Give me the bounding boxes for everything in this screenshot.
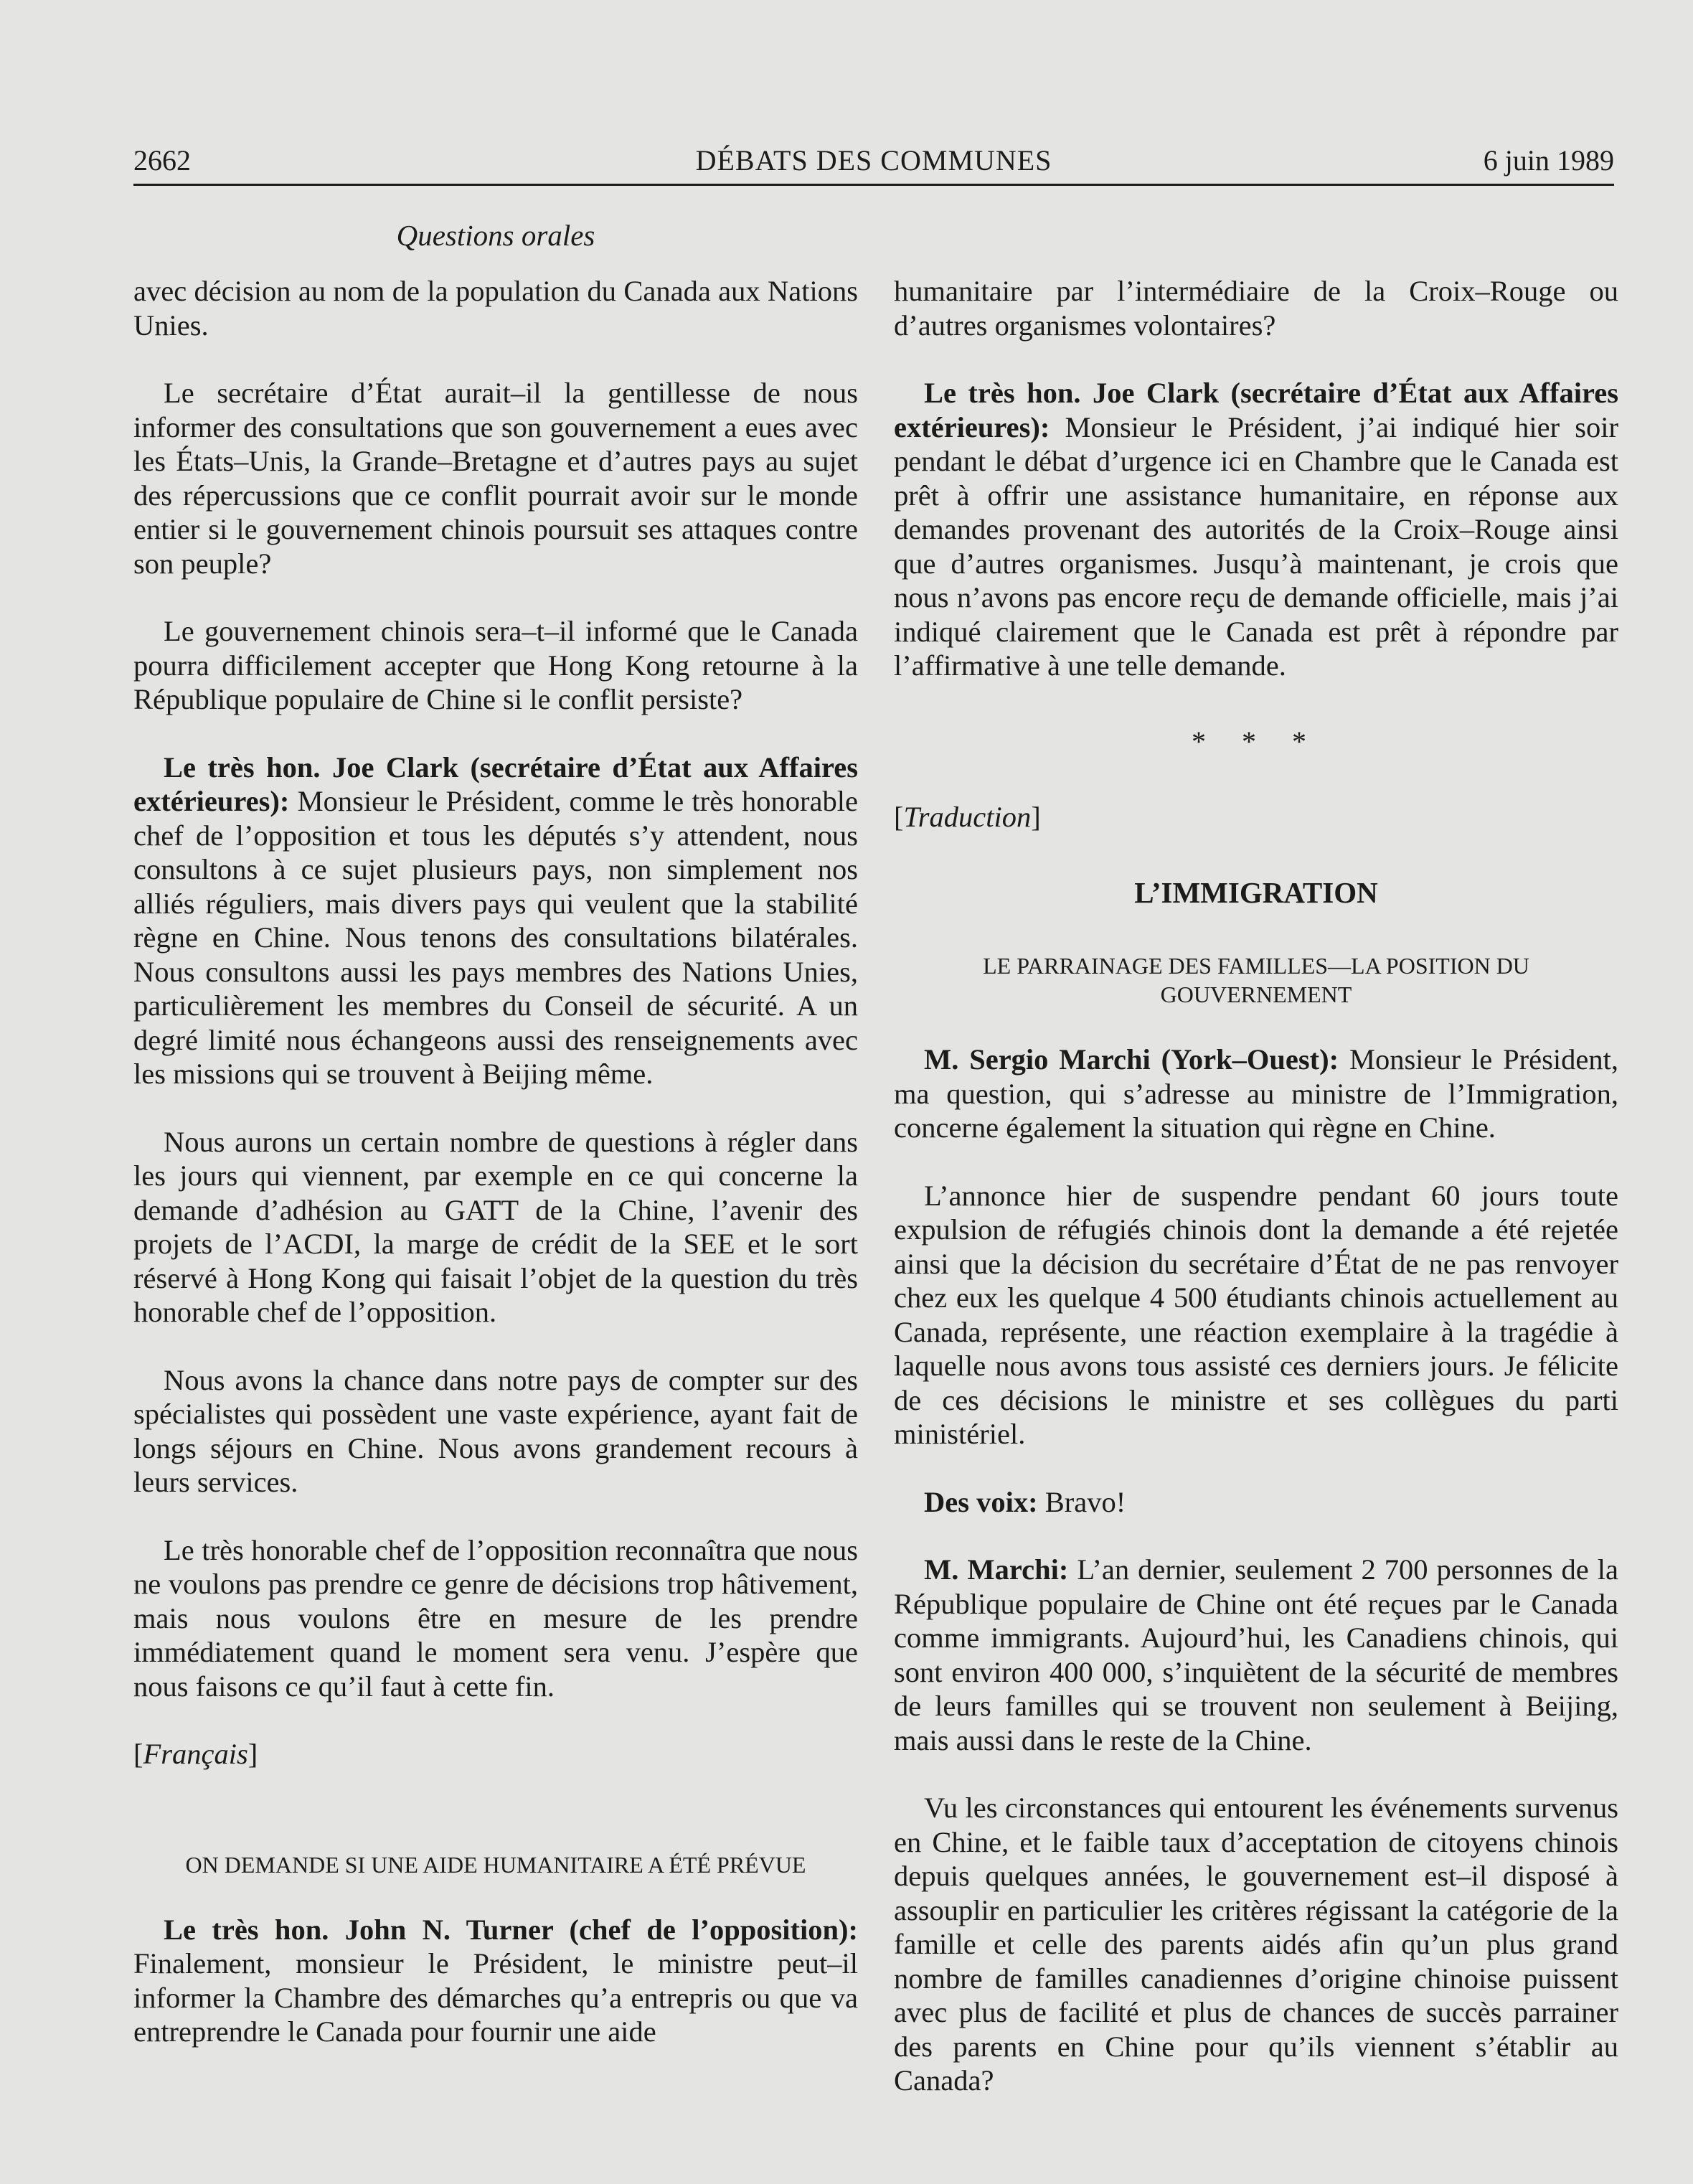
speech-text: Monsieur le Président, j’ai indiqué hier soir pendant le débat d’urgence ici en Chambre que le Canada est prêt à offrir une assistance humanitaire, en réponse aux demandes provenant des autorités de la Croix–Rouge ainsi que d’autres organismes. Jusqu’à maintenant, je crois que nous n’avons pas encore reçu de demande officielle, mais j’ai indiqué clairement que le Canada est prêt à répondre par l’affirmative à une telle demande.: [894, 410, 1618, 682]
paragraph: L’annonce hier de suspendre pendant 60 jours toute expulsion de réfugiés chinois dont la demande a été rejetée ainsi que la décision du secrétaire d’État de ne pas renvoyer chez eux les quelque 4 500 étudiants chinois actuellement au Canada, représente, une réaction exemplaire à la tragédie à laquelle nous avons tous assisté ces derniers jours. Je félicite de ces décisions le ministre et ses collègues du parti ministériel.: [894, 1179, 1618, 1450]
paragraph: Le très honorable chef de l’opposition reconnaîtra que nous ne voulons pas prendre ce genre de décisions trop hâtivement, mais nous voulons être en mesure de les prendre immédiatement quand le moment sera venu. J’espère que nous faisons ce qu’il faut à cette fin.: [133, 1533, 858, 1703]
right-column: [894, 274, 1618, 2132]
speaker-name: Des voix:: [924, 1485, 1038, 1518]
subheading: ON DEMANDE SI UNE AIDE HUMANITAIRE A ÉTÉ PRÉVUE: [185, 1851, 806, 1878]
speech-text: Monsieur le Président, comme le très honorable chef de l’opposition et tous les députés s’y attendent, nous consultons à ce sujet plusieurs pays, non simplement nos alliés réguliers, mais divers pays qui veulent que la stabilité règne en Chine. Nous tenons des consultations bilatérales. Nous consultons aussi les pays membres des Nations Unies, particulièrement les membres du Conseil de sécurité. A un degré limité nous échangeons aussi des renseignements avec les missions qui se trouvent à Beijing même.: [133, 785, 858, 1090]
speech-paragraph: [133, 750, 858, 1091]
speaker-name: M. Marchi:: [924, 1553, 1069, 1586]
speaker-name: M. Sergio Marchi (York–Ouest):: [924, 1043, 1339, 1075]
paragraph: Le secrétaire d’État aurait–il la gentillesse de nous informer des consultations que son gouvernement a eues avec les États–Unis, la Grande–Bretagne et d’autres pays au sujet des répercussions que ce conflit pourrait avoir sur le monde entier si le gouvernement chinois poursuit ses attaques contre son peuple?: [133, 377, 858, 580]
speaker-name: Le très hon. John N. Turner (chef de l’opposition):: [164, 1913, 858, 1946]
speech-paragraph: [894, 1485, 1618, 1520]
header-rule: [133, 184, 1614, 186]
speech-paragraph: [894, 1553, 1618, 1757]
page-number: 2662: [133, 144, 191, 176]
speech-text: Monsieur le Président, ma question, qui s’adresse au ministre de l’Immigration, concerne également la situation qui règne en Chine.: [894, 1043, 1618, 1144]
speech-paragraph: [133, 1913, 858, 2049]
paragraph: Vu les circonstances qui entourent les événements survenus en Chine, et le faible taux d’acceptation de citoyens chinois depuis quelques années, le gouvernement est–il disposé à assouplir en particulier les critères régissant la catégorie de la famille et celle des parents aidés afin qu’un plus grand nombre de familles canadiennes d’origine chinoise puissent avec plus de facilité et plus de chances de succès parrainer des parents en Chine pour qu’ils viennent s’établir au Canada?: [894, 1792, 1618, 2096]
language-tag: [Français]: [133, 1738, 258, 1770]
language-tag-text: Traduction: [903, 801, 1032, 833]
language-tag: [Traduction]: [894, 801, 1041, 833]
left-column: [133, 274, 858, 2083]
speaker-name: Le très hon. Joe Clark (secrétaire d’État aux Affaires extérieures):: [894, 377, 1618, 443]
paragraph: avec décision au nom de la population du Canada aux Nations Unies.: [133, 275, 858, 342]
section-heading: L’IMMIGRATION: [1134, 875, 1378, 909]
paragraph: Le gouvernement chinois sera–t–il informé que le Canada pourra difficilement accepter que Hong Kong retourne à la République populaire de Chine si le conflit persiste?: [133, 615, 858, 715]
paragraph: Nous aurons un certain nombre de questions à régler dans les jours qui viennent, par exemple en ce qui concerne la demande d’adhésion au GATT de la Chine, l’avenir des projets de l’ACDI, la marge de crédit de la SEE et le sort réservé à Hong Kong qui faisait l’objet de la question du très honorable chef de l’opposition.: [133, 1125, 858, 1328]
paragraph: humanitaire par l’intermédiaire de la Croix–Rouge ou d’autres organismes volontaires?: [894, 275, 1618, 342]
publication-date: 6 juin 1989: [1483, 144, 1614, 176]
speech-text: L’an dernier, seulement 2 700 personnes de la République populaire de Chine ont été reçues par le Canada comme immigrants. Aujourd’hui, les Canadiens chinois, qui sont environ 400 000, s’inquiètent de la sécurité de membres de leurs familles qui se trouvent non seulement à Beijing, mais aussi dans le reste de la Chine.: [894, 1553, 1618, 1756]
section-separator: * * *: [1192, 725, 1321, 758]
speaker-name: Le très hon. Joe Clark (secrétaire d’État aux Affaires extérieures):: [133, 750, 858, 817]
page-header: [133, 143, 1614, 187]
speech-paragraph: [894, 1042, 1618, 1145]
publication-title: DÉBATS DES COMMUNES: [695, 144, 1052, 176]
paragraph: Nous avons la chance dans notre pays de compter sur des spécialistes qui possèdent une vaste expérience, ayant fait de longs séjours en Chine. Nous avons grandement recours à leurs services.: [133, 1363, 858, 1498]
section-title: Questions orales: [396, 219, 595, 252]
speech-text: Bravo!: [1037, 1485, 1126, 1518]
language-tag-text: Français: [143, 1738, 248, 1770]
subheading: LE PARRAINAGE DES FAMILLES—LA POSITION DU GOUVERNEMENT: [983, 953, 1529, 1007]
speech-paragraph: [894, 376, 1618, 683]
speech-text: Finalement, monsieur le Président, le ministre peut–il informer la Chambre des démarches qu’a entrepris ou que va entreprendre le Canada pour fournir une aide: [133, 1947, 858, 2048]
